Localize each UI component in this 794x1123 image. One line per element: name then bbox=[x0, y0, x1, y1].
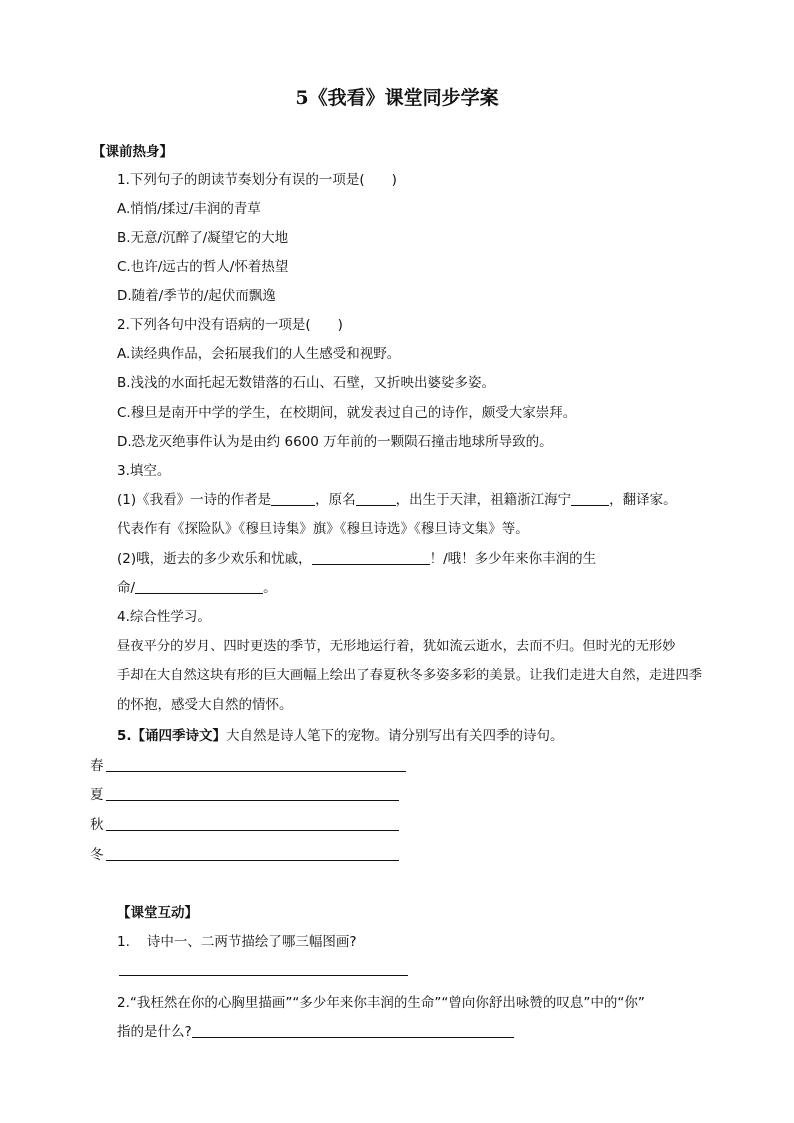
section-heading-interaction: 【课堂互动】 bbox=[117, 905, 198, 921]
q3-part1-line2: 代表作有《探险队》《穆旦诗集》旗》《穆旦诗选》《穆旦诗文集》等。 bbox=[117, 521, 529, 537]
q4-paragraph-line3: 的怀抱，感受大自然的情怀。 bbox=[117, 697, 293, 713]
q3-part2-line1 bbox=[117, 549, 596, 569]
q3-p1-text-a: (1)《我看》一诗的作者是 bbox=[117, 492, 272, 508]
q1-option-d: D.随着/季节的/起伏而飘逸 bbox=[117, 288, 276, 304]
author-blank[interactable] bbox=[271, 491, 315, 506]
q3-p2-text-c: 命/ bbox=[117, 580, 136, 596]
q3-p1-text-d: ，翻译家。 bbox=[609, 492, 677, 508]
season-label-autumn: 秋 bbox=[90, 817, 104, 833]
q1-option-c: C.也许/远古的哲人/怀着热望 bbox=[117, 259, 289, 275]
original-name-blank[interactable] bbox=[356, 491, 396, 506]
q1-stem: 1.下列句子的朗读节奏划分有误的一项是( ) bbox=[117, 172, 397, 188]
poem-line-blank-2[interactable] bbox=[135, 579, 263, 594]
q3-stem: 3.填空。 bbox=[117, 463, 171, 479]
winter-answer-line[interactable] bbox=[106, 860, 399, 861]
q4-stem: 4.综合性学习。 bbox=[117, 609, 211, 625]
q3-p2-text-a: (2)哦，逝去的多少欢乐和忧戚， bbox=[117, 551, 312, 567]
q2-option-d: D.恐龙灭绝事件认为是由约 6600 万年前的一颗陨石撞击地球所导致的。 bbox=[117, 434, 553, 450]
q2-stem: 2.下列各句中没有语病的一项是( ) bbox=[117, 317, 343, 333]
q3-p2-text-d: 。 bbox=[263, 580, 277, 596]
q5-stem-heading: 5.【诵四季诗文】 bbox=[117, 728, 227, 744]
c1-answer-line[interactable] bbox=[119, 975, 408, 976]
q4-paragraph-line1: 昼夜平分的岁月、四时更迭的季节，无形地运行着，犹如流云逝水，去而不归。但时光的无形妙 bbox=[117, 639, 676, 654]
c1-text: 诗中一、二两节描绘了哪三幅图画? bbox=[146, 934, 357, 950]
c2-question-line2 bbox=[117, 1022, 514, 1042]
c2-text: 指的是什么? bbox=[117, 1024, 192, 1040]
q2-option-a: A.读经典作品，会拓展我们的人生感受和视野。 bbox=[117, 346, 401, 362]
q3-p1-text-b: ，原名 bbox=[315, 492, 356, 508]
q5-stem bbox=[117, 726, 564, 746]
q3-p1-text-c: ，出生于天津，祖籍浙江海宁 bbox=[395, 492, 572, 508]
q5-stem-text: 大自然是诗人笔下的宠物。请分别写出有关四季的诗句。 bbox=[226, 728, 564, 744]
q3-p2-text-b: ！/哦！多少年来你丰润的生 bbox=[429, 551, 597, 567]
summer-answer-line[interactable] bbox=[106, 800, 399, 801]
poem-line-blank-1[interactable] bbox=[312, 550, 430, 565]
autumn-answer-line[interactable] bbox=[106, 830, 399, 831]
season-label-winter: 冬 bbox=[90, 847, 104, 863]
page-title: 5《我看》课堂同步学案 bbox=[295, 87, 499, 109]
c2-answer-line[interactable] bbox=[192, 1023, 514, 1038]
q3-part1-line1 bbox=[117, 490, 677, 510]
c2-question-line1: 2.“我枉然在你的心胸里描画”“多少年来你丰润的生命”“曾向你舒出咏赞的叹息”中的“你” bbox=[117, 995, 645, 1011]
native-place-blank[interactable] bbox=[571, 491, 609, 506]
q2-option-b: B.浅浅的水面托起无数错落的石山、石壁，又折映出婆娑多姿。 bbox=[117, 375, 496, 391]
spring-answer-line[interactable] bbox=[106, 771, 406, 772]
season-label-spring: 春 bbox=[90, 758, 104, 774]
c1-number: 1. bbox=[117, 934, 130, 950]
c1-question bbox=[117, 932, 357, 952]
q4-paragraph-line2: 手却在大自然这块有形的巨大画幅上绘出了春夏秋冬多姿多彩的美景。让我们走进大自然，走进四季 bbox=[117, 668, 703, 683]
q1-option-a: A.悄悄/揉过/丰润的青草 bbox=[117, 201, 261, 217]
season-label-summer: 夏 bbox=[90, 787, 104, 803]
q2-option-c: C.穆旦是南开中学的学生，在校期间，就发表过自己的诗作，颇受大家崇拜。 bbox=[117, 405, 577, 421]
section-heading-warmup: 【课前热身】 bbox=[92, 144, 173, 160]
q3-part2-line2 bbox=[117, 578, 277, 598]
q1-option-b: B.无意/沉醉了/凝望它的大地 bbox=[117, 230, 289, 246]
